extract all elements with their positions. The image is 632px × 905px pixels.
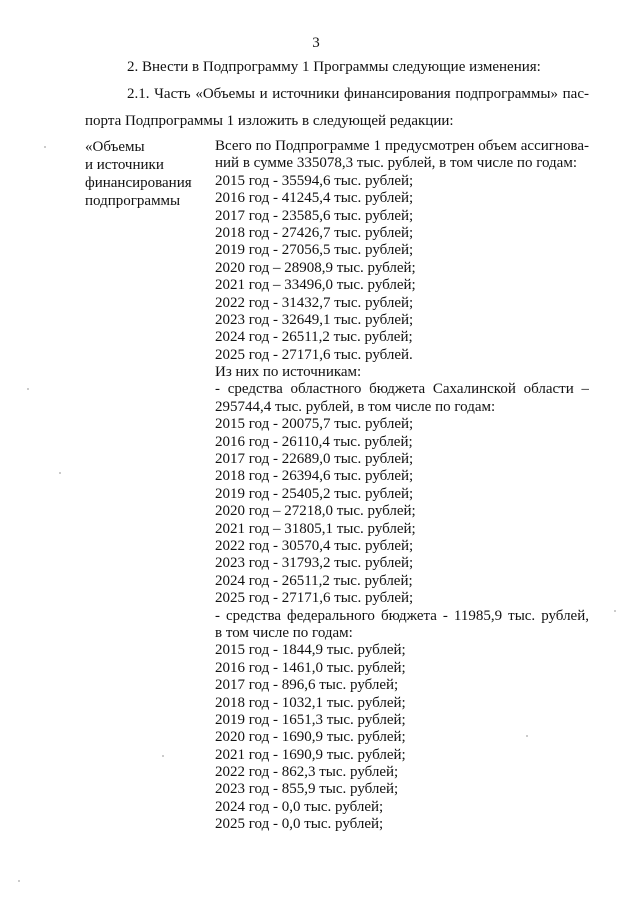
total-year-row: 2015 год - 35594,6 тыс. рублей; bbox=[215, 172, 414, 189]
page-number: 3 bbox=[312, 35, 320, 51]
regional-line-2: 295744,4 тыс. рублей, в том числе по годам: bbox=[215, 398, 496, 415]
federal-year-row: 2025 год - 0,0 тыс. рублей; bbox=[215, 816, 384, 833]
sources-heading: Из них по источникам: bbox=[215, 364, 362, 381]
total-line-1: Всего по Подпрограмме 1 предусмотрен объем ассигнова- bbox=[215, 138, 589, 154]
total-year-row: 2020 год – 28908,9 тыс. рублей; bbox=[215, 259, 416, 276]
scan-speck bbox=[18, 880, 20, 882]
regional-year-row: 2020 год – 27218,0 тыс. рублей; bbox=[215, 503, 416, 520]
scan-speck bbox=[526, 735, 528, 737]
federal-year-row: 2019 год - 1651,3 тыс. рублей; bbox=[215, 711, 406, 728]
federal-year-row: 2022 год - 862,3 тыс. рублей; bbox=[215, 764, 399, 781]
total-year-row: 2023 год - 32649,1 тыс. рублей; bbox=[215, 311, 414, 328]
regional-year-row: 2023 год - 31793,2 тыс. рублей; bbox=[215, 555, 414, 572]
paragraph-item-2: 2. Внести в Подпрограмму 1 Программы следующие изменения: bbox=[127, 59, 541, 75]
passport-label-column bbox=[85, 138, 210, 210]
label-line: и источники bbox=[85, 157, 164, 173]
total-year-row: 2024 год - 26511,2 тыс. рублей; bbox=[215, 329, 413, 346]
passport-value-column bbox=[215, 138, 589, 834]
regional-year-row: 2015 год - 20075,7 тыс. рублей; bbox=[215, 416, 414, 433]
regional-year-row: 2018 год - 26394,6 тыс. рублей; bbox=[215, 468, 414, 485]
regional-year-row: 2017 год - 22689,0 тыс. рублей; bbox=[215, 451, 414, 468]
scan-speck bbox=[162, 755, 164, 757]
total-year-row: 2018 год - 27426,7 тыс. рублей; bbox=[215, 224, 414, 241]
regional-year-row: 2019 год - 25405,2 тыс. рублей; bbox=[215, 485, 414, 502]
federal-year-row: 2020 год - 1690,9 тыс. рублей; bbox=[215, 729, 406, 746]
federal-year-row: 2023 год - 855,9 тыс. рублей; bbox=[215, 781, 399, 798]
label-line: «Объемы bbox=[85, 139, 145, 155]
total-year-row: 2019 год - 27056,5 тыс. рублей; bbox=[215, 242, 414, 259]
regional-year-row: 2025 год - 27171,6 тыс. рублей; bbox=[215, 590, 414, 607]
regional-year-row: 2021 год – 31805,1 тыс. рублей; bbox=[215, 520, 416, 537]
regional-year-row: 2024 год - 26511,2 тыс. рублей; bbox=[215, 572, 413, 589]
scan-speck bbox=[59, 472, 61, 474]
federal-line-2: в том числе по годам: bbox=[215, 624, 353, 641]
total-year-row: 2025 год - 27171,6 тыс. рублей. bbox=[215, 346, 413, 363]
federal-year-row: 2018 год - 1032,1 тыс. рублей; bbox=[215, 694, 406, 711]
federal-year-row: 2015 год - 1844,9 тыс. рублей; bbox=[215, 642, 406, 659]
paragraph-item-2-1-line-2: порта Подпрограммы 1 изложить в следующей редакции: bbox=[85, 113, 454, 129]
total-year-row: 2021 год – 33496,0 тыс. рублей; bbox=[215, 277, 416, 294]
federal-line-1: - средства федерального бюджета - 11985,9 тыс. рублей, bbox=[215, 607, 589, 624]
federal-year-row: 2021 год - 1690,9 тыс. рублей; bbox=[215, 746, 406, 763]
regional-year-row: 2022 год - 30570,4 тыс. рублей; bbox=[215, 537, 414, 554]
regional-line-1: - средства областного бюджета Сахалинской области – bbox=[215, 381, 589, 398]
paragraph-item-2-1-line-1: 2.1. Часть «Объемы и источники финансирования подпрограммы» пас- bbox=[127, 86, 589, 102]
total-year-row: 2022 год - 31432,7 тыс. рублей; bbox=[215, 294, 414, 311]
federal-year-row: 2016 год - 1461,0 тыс. рублей; bbox=[215, 659, 406, 676]
federal-year-row: 2024 год - 0,0 тыс. рублей; bbox=[215, 798, 384, 815]
scan-speck bbox=[44, 146, 46, 148]
label-line: финансирования bbox=[85, 175, 192, 191]
label-line: подпрограммы bbox=[85, 193, 181, 209]
total-year-row: 2017 год - 23585,6 тыс. рублей; bbox=[215, 207, 414, 224]
total-line-2: ний в сумме 335078,3 тыс. рублей, в том числе по годам: bbox=[215, 155, 577, 172]
scan-speck bbox=[614, 610, 616, 612]
federal-year-row: 2017 год - 896,6 тыс. рублей; bbox=[215, 677, 399, 694]
regional-year-row: 2016 год - 26110,4 тыс. рублей; bbox=[215, 433, 413, 450]
scan-speck bbox=[27, 388, 29, 390]
total-year-row: 2016 год - 41245,4 тыс. рублей; bbox=[215, 190, 414, 207]
